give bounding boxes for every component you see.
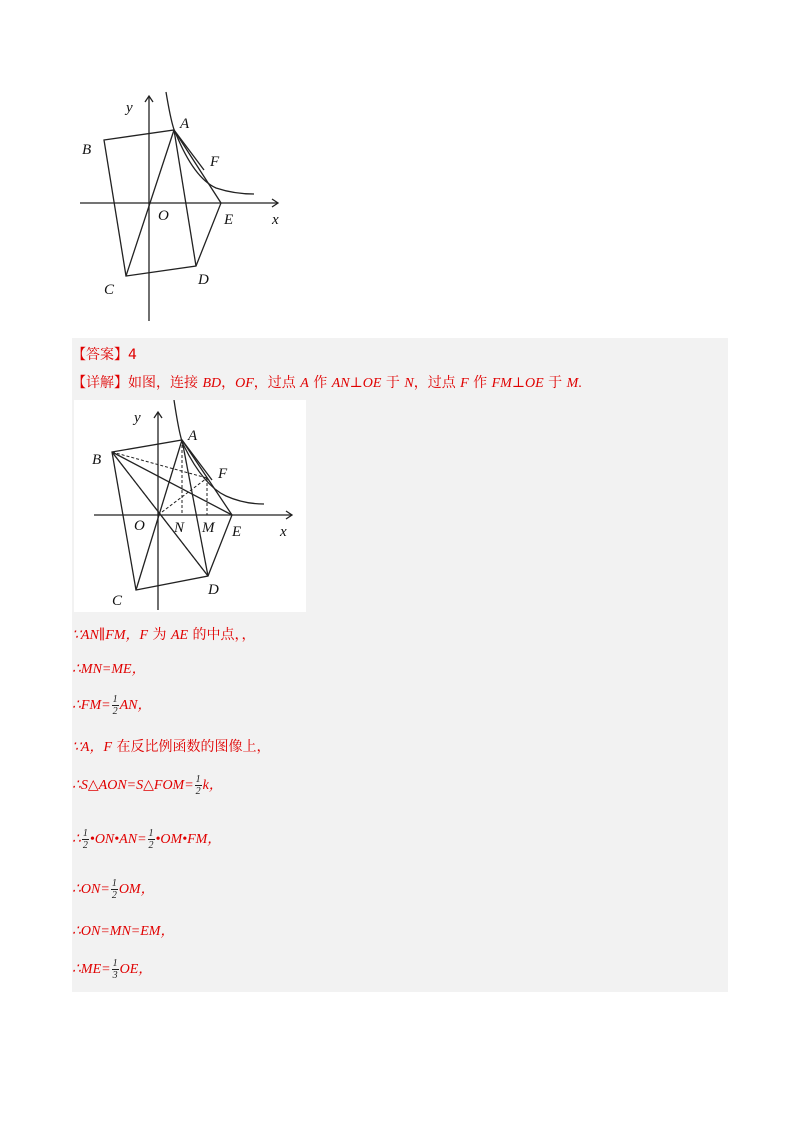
step-6-b: •ON•AN= xyxy=(89,832,147,847)
step-4-b: 在反比例函数的图像上， xyxy=(112,739,271,755)
fig2-label-y: y xyxy=(134,410,141,426)
step-7 xyxy=(72,878,155,901)
fig2-label-f: F xyxy=(218,466,228,482)
detail-line xyxy=(72,372,582,392)
fig1-label-d: D xyxy=(198,272,209,288)
fraction-num: 1 xyxy=(82,828,88,840)
fig2-label-e: E xyxy=(232,524,242,540)
detail-text-9: OE xyxy=(362,376,382,391)
fraction-den: 2 xyxy=(195,786,201,798)
figure-1-diagram xyxy=(76,88,296,324)
fraction-den: 2 xyxy=(111,890,117,902)
fig1-label-a: A xyxy=(180,116,190,132)
fig2-label-m: M xyxy=(202,520,215,536)
step-9-b: OE， xyxy=(119,962,153,977)
fig1-label-b: B xyxy=(82,142,92,158)
detail-text-10: 于 xyxy=(381,375,405,391)
detail-text-17: OE xyxy=(525,376,544,391)
detail-text-16: ⊥ xyxy=(511,376,526,391)
detail-text-4: ，过点 xyxy=(253,375,301,391)
fig2-label-c: C xyxy=(112,593,123,609)
figure-2-diagram xyxy=(74,400,306,612)
fraction xyxy=(148,828,155,851)
detail-text-8: ⊥ xyxy=(349,376,363,391)
step-1-a: ∵AN∥FM， xyxy=(72,628,140,643)
fraction-num: 1 xyxy=(112,958,118,970)
fig2-label-a: A xyxy=(188,428,198,444)
fraction-den: 2 xyxy=(112,706,118,718)
step-1-e: 的中点，， xyxy=(188,627,256,643)
step-1-c: 为 xyxy=(148,627,171,643)
fig1-label-y: y xyxy=(126,100,133,116)
fraction-num: 1 xyxy=(195,774,201,786)
fraction xyxy=(111,878,118,901)
detail-tag: 【详解】 xyxy=(72,375,128,391)
fraction xyxy=(195,774,202,797)
fig2-label-x: x xyxy=(280,524,287,540)
fraction-num: 1 xyxy=(148,828,154,840)
answer-section xyxy=(72,338,728,992)
step-7-a: ∴ON= xyxy=(72,882,110,897)
step-6-c: •OM•FM， xyxy=(155,832,222,847)
step-3-a: ∴FM= xyxy=(72,698,111,713)
fraction-den: 2 xyxy=(148,840,154,852)
fig1-label-x: x xyxy=(272,212,279,228)
fig2-label-b: B xyxy=(92,452,102,468)
fraction xyxy=(112,694,119,717)
step-4 xyxy=(72,736,270,756)
step-5-b: k， xyxy=(202,778,223,793)
detail-text-1: BD xyxy=(202,376,222,391)
fig2-label-o: O xyxy=(134,518,145,534)
step-8: ∴ON=MN=EM， xyxy=(72,924,175,939)
step-3 xyxy=(72,694,151,717)
fraction-num: 1 xyxy=(112,694,118,706)
detail-text-7: AN xyxy=(331,376,350,391)
detail-text-13: F xyxy=(460,376,469,391)
detail-text-15: FM xyxy=(491,376,512,391)
detail-text-19: M xyxy=(566,376,579,391)
step-4-a: ∵A，F xyxy=(72,740,113,755)
step-6-a: ∴ xyxy=(72,832,81,847)
step-5 xyxy=(72,774,223,797)
answer-tag: 【答案】 xyxy=(72,347,128,363)
step-2: ∴MN=ME， xyxy=(72,662,146,677)
fraction-den: 3 xyxy=(112,970,118,982)
fig2-label-n: N xyxy=(174,520,185,536)
step-5-a: ∴S△AON=S△FOM= xyxy=(72,778,194,793)
detail-text-20: . xyxy=(578,376,582,391)
fig1-label-f: F xyxy=(210,154,220,170)
detail-text-14: 作 xyxy=(468,375,492,391)
detail-text-12: ，过点 xyxy=(413,375,461,391)
step-1-d: AE xyxy=(170,628,189,643)
step-9 xyxy=(72,958,152,981)
step-9-a: ∴ME= xyxy=(72,962,111,977)
detail-text-11: N xyxy=(404,376,414,391)
fraction xyxy=(112,958,119,981)
fraction-num: 1 xyxy=(111,878,117,890)
detail-text-0: 如图，连接 xyxy=(128,375,203,391)
step-1 xyxy=(72,624,256,644)
fig1-label-o: O xyxy=(158,208,169,224)
fig1-label-e: E xyxy=(224,212,234,228)
step-6 xyxy=(72,828,221,851)
step-1-b: F xyxy=(139,628,149,643)
answer-line xyxy=(72,344,137,364)
detail-text-6: 作 xyxy=(308,375,332,391)
fig1-label-c: C xyxy=(104,282,115,298)
step-3-b: AN， xyxy=(119,698,152,713)
detail-text-5: A xyxy=(300,376,309,391)
step-7-b: OM， xyxy=(118,882,155,897)
detail-text-3: OF xyxy=(235,376,254,391)
fraction-den: 2 xyxy=(82,840,88,852)
fraction xyxy=(82,828,89,851)
detail-text-2: ， xyxy=(221,375,236,391)
answer-value: 4 xyxy=(128,347,137,363)
fig2-label-d: D xyxy=(208,582,219,598)
detail-text-18: 于 xyxy=(543,375,567,391)
